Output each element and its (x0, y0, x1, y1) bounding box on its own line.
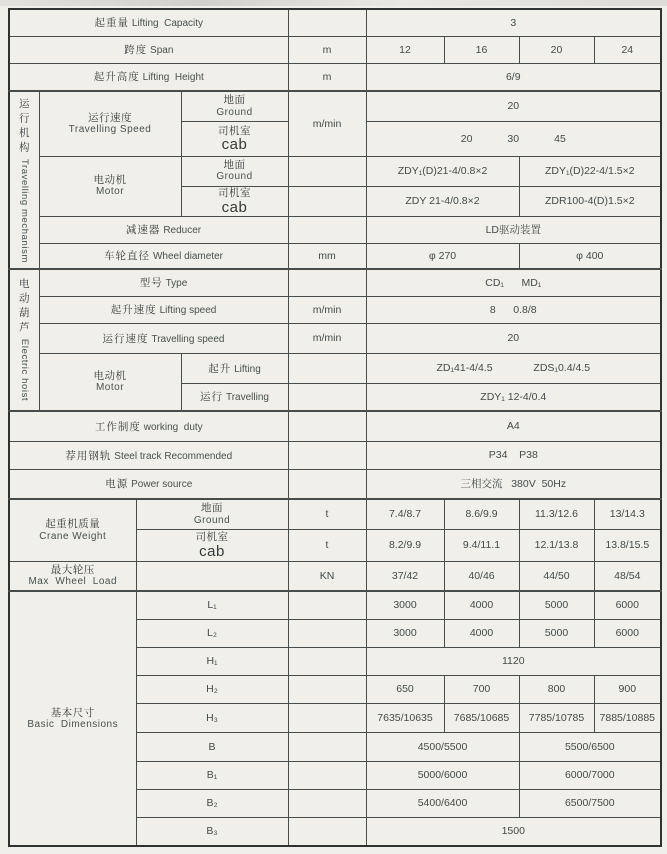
wheel-diameter-unit: mm (288, 243, 366, 269)
scan-artifact-top (0, 0, 667, 6)
section-travelling-mechanism-en: Travelling mechanism (18, 158, 30, 263)
row-hoist-type (9, 269, 661, 296)
hoist-motor-label-zh: 电动机 (93, 369, 127, 382)
travelling-motor-ground-sublabel (181, 156, 288, 186)
lifting-speed-unit: m/min (288, 296, 366, 323)
ground-zh: 地面 (201, 502, 223, 515)
dim-B1-unit-cell (288, 761, 366, 789)
span-unit: m (288, 36, 366, 63)
max-wheel-load-label (9, 561, 136, 591)
lifting-capacity-value: 3 (366, 9, 661, 36)
crane-weight-cab-value-2: 9.4/11.1 (444, 529, 519, 561)
ground-en: Ground (216, 171, 253, 183)
crane-spec-table (8, 8, 662, 847)
steel-track-unit-cell (288, 441, 366, 469)
travelling-en: Travelling (225, 392, 269, 404)
travelling-speed-cab-values: 20 30 45 (366, 121, 661, 156)
dim-B3-unit-cell (288, 817, 366, 846)
ground-zh: 地面 (223, 94, 246, 107)
max-wheel-load-value-4: 48/54 (594, 561, 661, 591)
max-wheel-load-empty-cell (136, 561, 288, 591)
span-label-zh: 跨度 (124, 44, 148, 56)
dim-L2-value-2: 4000 (444, 619, 519, 647)
hoist-motor-lifting-value: ZD₁41-4/4.5 ZDS₁0.4/4.5 (366, 353, 661, 383)
travelling-speed-label-zh: 运行速度 (88, 111, 132, 124)
travelling-speed-ground-sublabel (181, 91, 288, 121)
section-travelling-mechanism (9, 91, 39, 269)
crane-weight-ground-value-1: 7.4/8.7 (366, 499, 444, 529)
span-label-en: Span (150, 45, 174, 56)
travelling-motor-ground-unit-cell (288, 156, 366, 186)
dim-L1-unit-cell (288, 591, 366, 619)
steel-track-label-en: Steel track Recommended (114, 450, 233, 462)
lifting-speed-value: 8 0.8/8 (366, 296, 661, 323)
working-duty-label (9, 411, 288, 441)
travelling-speed-ground-value: 20 (366, 91, 661, 121)
hoist-motor-label-en: Motor (95, 382, 125, 394)
crane-weight-ground-value-2: 8.6/9.9 (444, 499, 519, 529)
reducer-value: LD驱动装置 (366, 216, 661, 243)
dim-L1-symbol: L₁ (136, 591, 288, 619)
travelling-motor-ground-value-2: ZDY₁(D)22-4/1.5×2 (519, 156, 661, 186)
ground-en: Ground (216, 106, 253, 118)
max-wheel-load-value-3: 44/50 (519, 561, 594, 591)
steel-track-label (9, 441, 288, 469)
section-electric-hoist (9, 269, 39, 411)
dim-L1-value-2: 4000 (444, 591, 519, 619)
section-travelling-mechanism-zh: 运行机构 (17, 97, 30, 156)
travelling-motor-cab-sublabel (181, 186, 288, 216)
row-power-source (9, 469, 661, 499)
travelling-speed-cab-sublabel (181, 121, 288, 156)
row-max-wheel-load (9, 561, 661, 591)
hoist-travelling-speed-value: 20 (366, 323, 661, 353)
crane-weight-cab-sublabel (136, 529, 288, 561)
wheel-diameter-value-1: φ 270 (366, 243, 519, 269)
crane-weight-cab-unit: t (288, 529, 366, 561)
reducer-label-zh: 减速器 (125, 224, 161, 236)
dim-B1-value-1: 5000/6000 (366, 761, 519, 789)
dim-L2-symbol: L₂ (136, 619, 288, 647)
max-wheel-load-label-zh: 最大轮压 (50, 563, 95, 576)
lifting-speed-label (39, 296, 288, 323)
row-hoist-travelling-speed (9, 323, 661, 353)
basic-dimensions-label-zh: 基本尺寸 (50, 706, 95, 719)
crane-weight-label-zh: 起重机质量 (45, 518, 101, 531)
dim-H2-unit-cell (288, 675, 366, 703)
dim-H2-symbol: H₂ (136, 675, 288, 703)
dim-B1-value-2: 6000/7000 (519, 761, 661, 789)
row-travelling-speed-ground (9, 91, 661, 121)
span-value-24: 24 (594, 36, 661, 63)
ground-zh: 地面 (223, 159, 246, 172)
working-duty-label-en: working duty (143, 421, 203, 433)
hoist-motor-label (39, 353, 181, 411)
lifting-capacity-label (9, 9, 288, 36)
row-hoist-motor-lifting (9, 353, 661, 383)
dim-B-unit-cell (288, 732, 366, 761)
dim-H3-symbol: H₃ (136, 703, 288, 732)
hoist-type-label-en: Type (165, 278, 188, 290)
dim-B-symbol: B (136, 732, 288, 761)
max-wheel-load-label-en: Max Wheel Load (28, 576, 118, 588)
travelling-speed-label-en: Travelling Speed (68, 124, 152, 136)
lifting-height-label-en: Lifting Height (142, 72, 204, 84)
dim-L2-value-1: 3000 (366, 619, 444, 647)
crane-weight-ground-unit: t (288, 499, 366, 529)
dim-H1-unit-cell (288, 647, 366, 675)
travelling-motor-cab-value-2: ZDR100-4(D)1.5×2 (519, 186, 661, 216)
row-reducer (9, 216, 661, 243)
span-label (9, 36, 288, 63)
dim-B-value-2: 5500/6500 (519, 732, 661, 761)
power-source-unit-cell (288, 469, 366, 499)
dim-H1-value: 1120 (366, 647, 661, 675)
row-crane-weight-ground (9, 499, 661, 529)
dim-B2-value-1: 5400/6400 (366, 789, 519, 817)
lifting-height-label-zh: 起升高度 (93, 71, 140, 84)
power-source-label-zh: 电源 (105, 478, 129, 491)
dim-H3-unit-cell (288, 703, 366, 732)
dim-L1-value-4: 6000 (594, 591, 661, 619)
dim-H2-value-3: 800 (519, 675, 594, 703)
wheel-diameter-value-2: φ 400 (519, 243, 661, 269)
crane-weight-ground-value-3: 11.3/12.6 (519, 499, 594, 529)
dim-L1-value-3: 5000 (519, 591, 594, 619)
dim-H3-value-1: 7635/10635 (366, 703, 444, 732)
dim-H2-value-1: 650 (366, 675, 444, 703)
lifting-height-value: 6/9 (366, 63, 661, 91)
travelling-motor-cab-unit-cell (288, 186, 366, 216)
dim-B-value-1: 4500/5500 (366, 732, 519, 761)
crane-weight-cab-value-3: 12.1/13.8 (519, 529, 594, 561)
hoist-type-unit-cell (288, 269, 366, 296)
dim-H2-value-2: 700 (444, 675, 519, 703)
dim-H2-value-4: 900 (594, 675, 661, 703)
basic-dimensions-label (9, 591, 136, 846)
hoist-travelling-speed-label-zh: 运行速度 (102, 332, 149, 345)
hoist-type-label (39, 269, 288, 296)
travelling-speed-unit: m/min (288, 91, 366, 156)
reducer-unit-cell (288, 216, 366, 243)
dim-B3-value: 1500 (366, 817, 661, 846)
wheel-diameter-label-zh: 车轮直径 (104, 250, 151, 263)
row-working-duty (9, 411, 661, 441)
dim-L2-unit-cell (288, 619, 366, 647)
travelling-motor-ground-value-1: ZDY₁(D)21-4/0.8×2 (366, 156, 519, 186)
hoist-travelling-speed-label (39, 323, 288, 353)
power-source-label-en: Power source (131, 479, 193, 491)
basic-dimensions-label-en: Basic Dimensions (27, 718, 119, 730)
cab-en: cab (199, 542, 225, 560)
hoist-travelling-speed-unit: m/min (288, 323, 366, 353)
row-lifting-height (9, 63, 661, 91)
steel-track-value: P34 P38 (366, 441, 661, 469)
section-electric-hoist-en: Electric hoist (18, 339, 30, 402)
row-dim-L1 (9, 591, 661, 619)
row-travelling-motor-ground (9, 156, 661, 186)
power-source-value: 三相交流 380V 50Hz (366, 469, 661, 499)
wheel-diameter-label (39, 243, 288, 269)
lifting-en: Lifting (234, 363, 261, 375)
hoist-motor-travelling-value: ZDY₁ 12-4/0.4 (366, 383, 661, 411)
hoist-travelling-speed-label-en: Travelling speed (151, 333, 225, 345)
lifting-zh: 起升 (208, 362, 232, 375)
lifting-capacity-label-en: Lifting Capacity (131, 18, 204, 30)
cab-en: cab (221, 136, 248, 154)
working-duty-value: A4 (366, 411, 661, 441)
crane-weight-ground-value-4: 13/14.3 (594, 499, 661, 529)
working-duty-unit-cell (288, 411, 366, 441)
span-value-16: 16 (444, 36, 519, 63)
crane-weight-label-en: Crane Weight (39, 530, 107, 542)
reducer-label-en: Reducer (163, 225, 202, 236)
section-electric-hoist-zh: 电动葫芦 (17, 278, 30, 337)
max-wheel-load-value-1: 37/42 (366, 561, 444, 591)
span-value-20: 20 (519, 36, 594, 63)
dim-B2-symbol: B₂ (136, 789, 288, 817)
dim-H1-symbol: H₁ (136, 647, 288, 675)
crane-weight-cab-value-4: 13.8/15.5 (594, 529, 661, 561)
dim-B2-value-2: 6500/7500 (519, 789, 661, 817)
cab-zh: 司机室 (218, 124, 251, 137)
lifting-height-unit: m (288, 63, 366, 91)
dim-L1-value-1: 3000 (366, 591, 444, 619)
max-wheel-load-value-2: 40/46 (444, 561, 519, 591)
row-lifting-speed (9, 296, 661, 323)
working-duty-label-zh: 工作制度 (94, 420, 141, 433)
crane-weight-ground-sublabel (136, 499, 288, 529)
hoist-motor-travelling-sublabel (181, 383, 288, 411)
span-value-12: 12 (366, 36, 444, 63)
dim-H3-value-3: 7785/10785 (519, 703, 594, 732)
lifting-speed-label-zh: 起升速度 (110, 304, 157, 316)
crane-weight-cab-value-1: 8.2/9.9 (366, 529, 444, 561)
wheel-diameter-label-en: Wheel diameter (152, 251, 223, 263)
dim-L2-value-4: 6000 (594, 619, 661, 647)
max-wheel-load-unit: KN (288, 561, 366, 591)
hoist-type-value: CD₁ MD₁ (366, 269, 661, 296)
lifting-speed-label-en: Lifting speed (159, 305, 217, 316)
travelling-motor-label-en: Motor (95, 186, 125, 198)
power-source-label (9, 469, 288, 499)
dim-B3-symbol: B₃ (136, 817, 288, 846)
dim-L2-value-3: 5000 (519, 619, 594, 647)
travelling-speed-label (39, 91, 181, 156)
hoist-type-label-zh: 型号 (139, 277, 163, 290)
cab-zh: 司机室 (218, 187, 251, 200)
dim-H3-value-2: 7685/10685 (444, 703, 519, 732)
row-wheel-diameter (9, 243, 661, 269)
steel-track-label-zh: 荐用钢轨 (65, 449, 112, 462)
cab-en: cab (221, 198, 248, 216)
travelling-motor-label (39, 156, 181, 216)
travelling-zh: 运行 (200, 391, 224, 404)
hoist-motor-lifting-unit-cell (288, 353, 366, 383)
row-span (9, 36, 661, 63)
dim-H3-value-4: 7885/10885 (594, 703, 661, 732)
dim-B1-symbol: B₁ (136, 761, 288, 789)
cab-zh: 司机室 (195, 531, 229, 544)
crane-weight-label (9, 499, 136, 561)
dim-B2-unit-cell (288, 789, 366, 817)
travelling-motor-cab-value-1: ZDY 21-4/0.8×2 (366, 186, 519, 216)
lifting-capacity-unit-cell (288, 9, 366, 36)
row-lifting-capacity (9, 9, 661, 36)
ground-en: Ground (193, 514, 231, 526)
lifting-capacity-label-zh: 起重量 (94, 17, 129, 30)
row-steel-track (9, 441, 661, 469)
reducer-label (39, 216, 288, 243)
lifting-height-label (9, 63, 288, 91)
hoist-motor-travelling-unit-cell (288, 383, 366, 411)
travelling-motor-label-zh: 电动机 (93, 174, 127, 187)
hoist-motor-lifting-sublabel (181, 353, 288, 383)
